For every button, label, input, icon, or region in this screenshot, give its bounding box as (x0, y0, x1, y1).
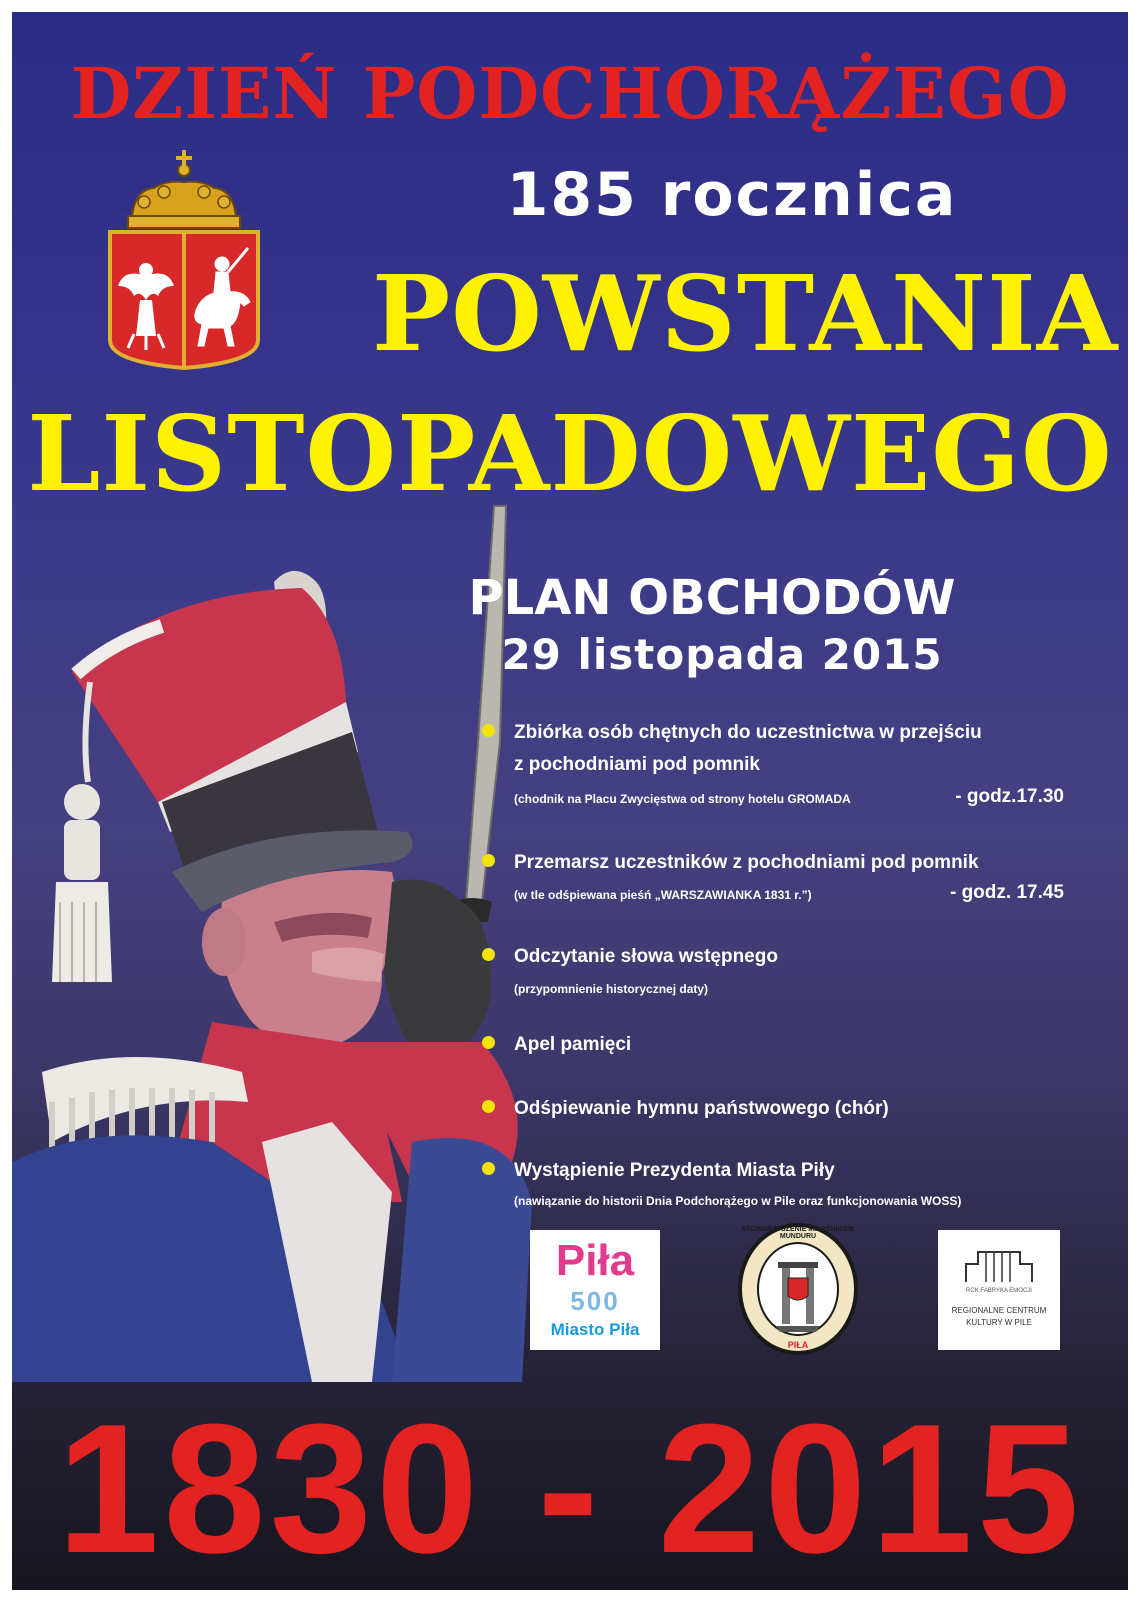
agenda-item-title: Apel pamięci (514, 1034, 632, 1055)
agenda-item-title: Odśpiewanie hymnu państwowego (chór) (514, 1098, 889, 1119)
pila-logo-caption: Miasto Piła (550, 1320, 640, 1339)
bullet-icon (482, 948, 495, 961)
agenda-item-title: Odczytanie słowa wstępnego (514, 946, 778, 967)
crown-icon (128, 150, 240, 228)
agenda-item-title: Zbiórka osób chętnych do uczestnictwa w przejściu (514, 722, 982, 743)
pila-logo-number: 500 (570, 1286, 620, 1316)
society-city-text: PIŁA (787, 1340, 809, 1350)
agenda-item-title-continued: z pochodniami pod pomnik (514, 754, 760, 775)
agenda-item-note: (w tle odśpiewana pieśń „WARSZAWIANKA 1831 r.”) (514, 888, 812, 902)
pila-500-logo (530, 1230, 660, 1350)
society-logo (736, 1222, 860, 1356)
tassel-icon (52, 682, 112, 982)
bullet-icon (482, 1036, 495, 1049)
society-seal-icon (736, 1222, 860, 1356)
years-banner: 1830 - 2015 (56, 1385, 1084, 1590)
sabre-icon (452, 506, 506, 922)
rck-small-text: RCK FABRYKA EMOCJI (966, 1288, 1032, 1294)
rck-building-icon (964, 1244, 1034, 1284)
headline-listopadowego: LISTOPADOWEGO (27, 392, 1113, 515)
bullet-icon (482, 1100, 495, 1113)
coat-of-arms-emblem (104, 140, 264, 370)
headline-powstania: POWSTANIA (372, 252, 1119, 375)
plan-heading: PLAN OBCHODÓW (468, 570, 956, 626)
event-date: 29 listopada 2015 (501, 630, 943, 679)
agenda-item-title: Wystąpienie Prezydenta Miasta Piły (514, 1160, 835, 1181)
pila-logo-word: Piła (555, 1236, 635, 1285)
agenda-item-time: - godz. 17.45 (949, 882, 1064, 903)
rck-logo (938, 1230, 1060, 1350)
bullet-icon (482, 1162, 495, 1175)
bullet-icon (482, 854, 495, 867)
agenda-item-time: - godz.17.30 (955, 786, 1064, 807)
agenda-item-note: (nawiązanie do historii Dnia Podchorążego w Pile oraz funkcjonowania WOSS) (514, 1194, 962, 1208)
agenda-item-title: Przemarsz uczestników z pochodniami pod pomnik (514, 852, 979, 873)
society-ring-text: STOWARZYSZENIE MIŁOŚNIKÓW MUNDURU (741, 1226, 855, 1240)
rck-line1: REGIONALNE CENTRUM (951, 1306, 1047, 1315)
title: DZIEŃ PODCHORĄŻEGO (70, 52, 1070, 135)
rck-line2: KULTURY W PILE (966, 1318, 1032, 1327)
agenda-item-note: (chodnik na Placu Zwycięstwa od strony hotelu GROMADA (514, 792, 851, 806)
bullet-icon (482, 724, 495, 737)
agenda-item-note: (przypomnienie historycznej daty) (514, 982, 709, 996)
poster (12, 12, 1128, 1590)
anniversary-label: 185 rocznica (506, 160, 958, 230)
